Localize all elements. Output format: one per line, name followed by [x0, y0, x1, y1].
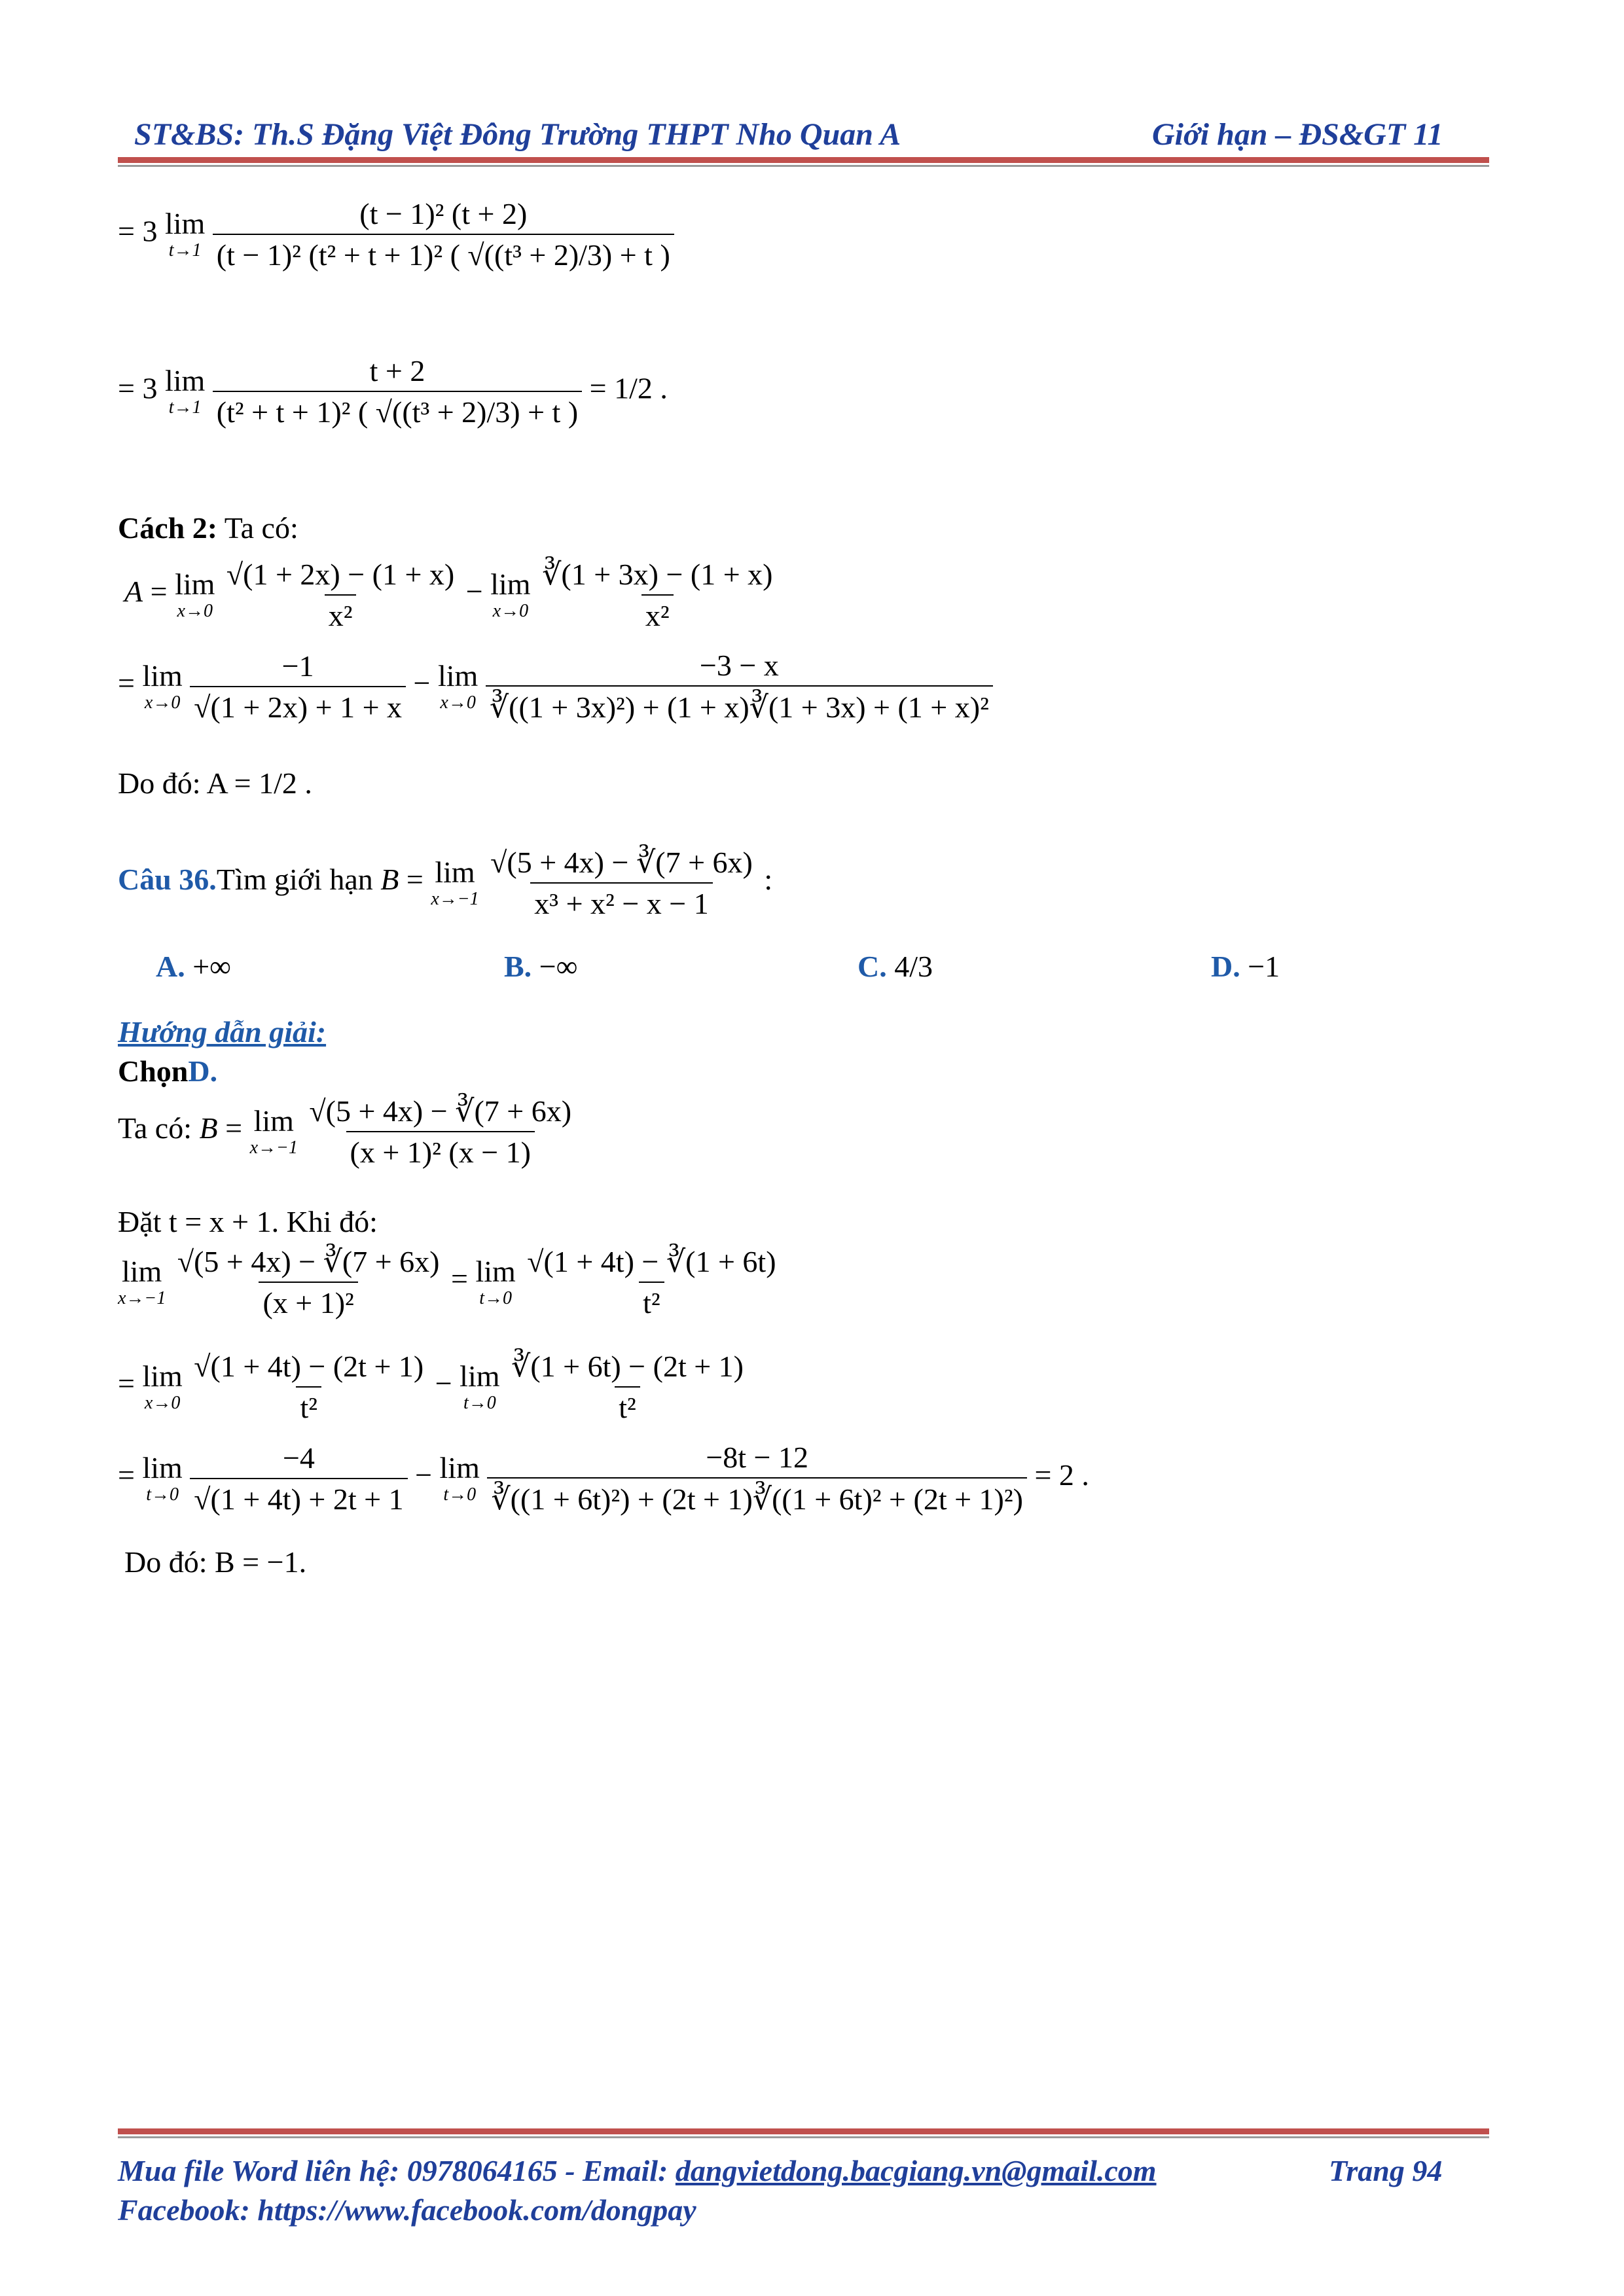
option-b[interactable]: B. −∞: [504, 950, 578, 983]
cach2-heading: Cách 2: Ta có:: [118, 511, 298, 545]
option-a[interactable]: A. +∞: [156, 950, 231, 983]
question-36: Câu 36.Tìm giới hạn B = lim x→−1 $\frac{√(5 + 4x) - ∛(7 + 6x)}{\text{x³ + x² − x − 1}}$ :: [118, 846, 773, 920]
footer-contact: Mua file Word liên hệ: 0978064165 - Email: dangvietdong.bacgiang.vn@gmail.com: [118, 2154, 1157, 2187]
footer-rule-thin: [118, 2136, 1489, 2138]
header-left: ST&BS: Th.S Đặng Việt Đông Trường THPT Nho Quan A: [134, 117, 901, 152]
equation-line-1: = 3 lim t→1 $\frac{\text{(t − 1)² (t + 2)}}{\text{(t − 1)² (t² + t + 1)² ( √((t³ + 2)/3) + t )}}$: [118, 196, 674, 272]
header-right: Giới hạn – ĐS&GT 11: [1152, 117, 1443, 152]
line1-denominator: (t − 1)² (t² + t + 1)² ( √((t³ + 2)/3) + t ): [213, 234, 674, 272]
footer-rule: [118, 2128, 1489, 2134]
B-definition: Ta có: B = lim x→−1 $\frac{√(5 + 4x) - ∛(7 + 6x)}{\text{(x + 1)² (x − 1)}}$: [118, 1094, 572, 1169]
header-rule-thin: [118, 165, 1489, 167]
line1-numerator: (t − 1)² (t + 2): [359, 197, 528, 230]
substituted-limit: lim x→−1 $\frac{√(5 + 4x) - ∛(7 + 6x)}{\text{(x + 1)²}}$ = lim t→0 $\frac{√(1 + 4t) - ∛(1 + 6t)}{\text{t²}}$: [118, 1245, 776, 1319]
answer-choice: ChọnD.: [118, 1054, 218, 1088]
final-limit: = lim t→0 $\frac{-4}{√(1 + 4t) + 2t + 1}$ − lim t→0 $\frac{-8t - 12}{\text{∛((1 + 6t)²) + (2t + 1)∛((1 + 6t)² + (2t + 1)²)}}$ = 2 .: [118, 1441, 1089, 1516]
header-rule: [118, 157, 1489, 163]
line2-result: = 1/2 .: [589, 371, 668, 405]
A-equation-line-1: A = lim x→0 $\frac{√(1 + 2x) - (1 + x)}{\text{x²}}$ − lim x→0 $\frac{∛(1 + 3x) - (1 + x)}{\text{x²}}$: [124, 557, 773, 632]
A-equation-line-2: = lim x→0 $\frac{-1}{√(1 + 2x) + 1 + x}$ − lim x→0 $\frac{-3 - x}{\text{∛((1 + 3x)²) + (1 + x)∛(1 + 3x) + (1 + x)²}}$: [118, 648, 993, 725]
line2-numerator: t + 2: [369, 354, 425, 387]
solution-heading: Hướng dẫn giải:: [118, 1015, 327, 1049]
option-c[interactable]: C. 4/3: [857, 950, 933, 983]
page-number: Trang 94: [1329, 2154, 1443, 2187]
question-label: Câu 36.: [118, 863, 217, 897]
split-limit: = lim x→0 $\frac{√(1 + 4t) - (2t + 1)}{\text{t²}}$ − lim t→0 $\frac{∛(1 + 6t) - (2t + 1)}{\text{t²}}$: [118, 1349, 744, 1424]
equation-line-2: = 3 lim t→1 $\frac{t + 2}{\text{(t² + t + 1)² ( √((t³ + 2)/3) + t )}}$ = 1/2 .: [118, 354, 668, 429]
footer-facebook[interactable]: Facebook: https://www.facebook.com/dongpay: [118, 2193, 696, 2227]
line2-denominator: (t² + t + 1)² ( √((t³ + 2)/3) + t ): [213, 391, 582, 429]
B-conclusion: Do đó: B = −1.: [124, 1545, 307, 1579]
substitution: Đặt t = x + 1. Khi đó:: [118, 1205, 378, 1238]
email-link[interactable]: dangvietdong.bacgiang.vn@gmail.com: [675, 2154, 1157, 2187]
A-conclusion: Do đó: A = 1/2 .: [118, 766, 312, 800]
option-d[interactable]: D. −1: [1211, 950, 1280, 983]
